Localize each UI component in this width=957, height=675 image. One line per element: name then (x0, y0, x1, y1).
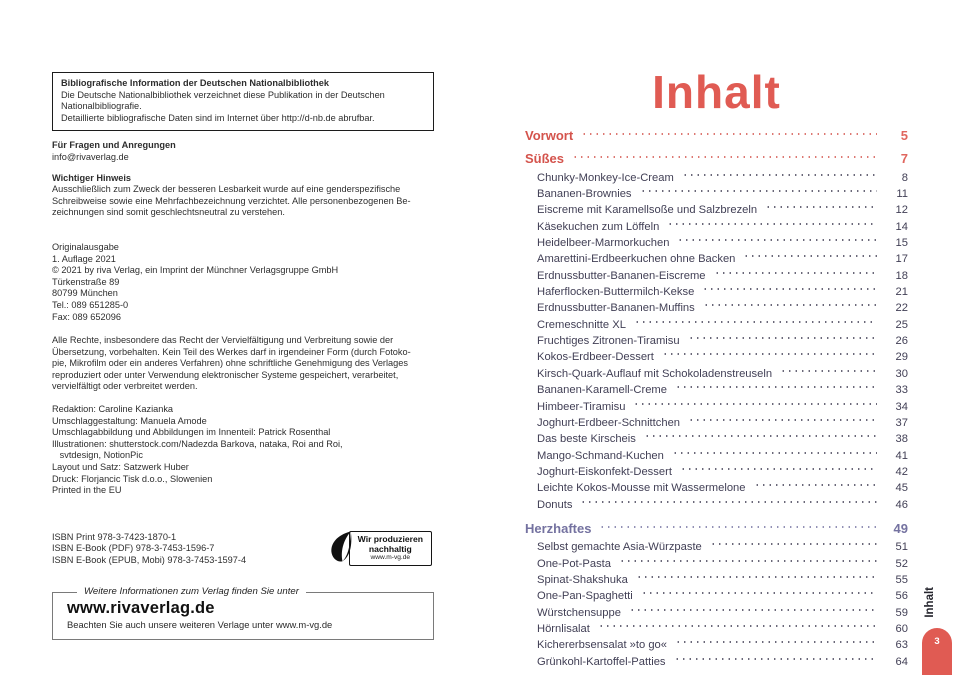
toc-entry-row (525, 218, 908, 234)
rights-paragraph (52, 335, 434, 393)
toc-entry-row-label: Kokos-Erdbeer-Dessert (537, 351, 654, 364)
toc-page-number: 18 (895, 269, 908, 282)
text-line: svtdesign, NotionPic (52, 450, 143, 461)
dot-leader (629, 604, 877, 616)
text-line: 1. Auflage 2021 (52, 253, 116, 264)
toc-entry-row (525, 299, 908, 315)
toc-entry-row-label: Bananen-Brownies (537, 188, 632, 201)
dot-leader (598, 620, 877, 632)
toc-entry-row (525, 267, 908, 283)
text-line: Die Deutsche Nationalbibliothek verzeichnet diese Publikation in der Deutschen (61, 89, 385, 100)
text-line: Layout und Satz: Satzwerk Huber (52, 462, 189, 473)
toc-page-number: 46 (895, 498, 908, 511)
toc-entry-row-label: Fruchtiges Zitronen-Tiramisu (537, 335, 680, 348)
dot-leader (780, 365, 877, 377)
notice-block (52, 173, 434, 219)
dot-leader (714, 267, 877, 279)
toc-section-row-label: Herzhaftes (525, 520, 592, 536)
toc-entry-row-label: Joghurt-Erdbeer-Schnittchen (537, 416, 681, 429)
dot-leader (599, 521, 877, 533)
dot-leader (674, 653, 877, 665)
dot-leader (682, 169, 877, 181)
dot-leader (675, 381, 877, 393)
toc-section-row (525, 151, 908, 165)
text-line: Tel.: 089 651285-0 (52, 299, 129, 310)
text-line: ISBN Print 978-3-7423-1870-1 (52, 531, 177, 542)
toc-entry-row (525, 571, 908, 587)
toc-entry-row (525, 653, 908, 669)
notice-heading: Wichtiger Hinweis (52, 172, 132, 183)
toc-entry-row (525, 414, 908, 430)
text-line: Umschlaggestaltung: Manuela Amode (52, 415, 207, 426)
dot-leader (641, 587, 877, 599)
toc-page-number: 52 (895, 557, 908, 570)
dot-leader (634, 316, 877, 328)
toc-entry-row-label: Würstchensuppe (537, 606, 621, 619)
dnb-info-text (61, 90, 425, 125)
toc-entry-row (525, 496, 908, 512)
dot-leader (581, 128, 877, 140)
toc-entry-row-label: Cremeschnitte XL (537, 318, 626, 331)
dnb-info-title: Bibliografische Information der Deutschen Nationalbibliothek (61, 78, 329, 88)
toc-page-number: 5 (900, 128, 908, 143)
toc-page-number: 11 (896, 188, 908, 201)
toc-section-row (525, 521, 908, 535)
dot-leader (703, 299, 877, 311)
toc-entry-row (525, 332, 908, 348)
toc-entry-row-label: One-Pot-Pasta (537, 557, 611, 570)
toc-page-number: 7 (900, 151, 908, 167)
website-box (52, 586, 434, 639)
dot-leader (702, 283, 877, 295)
contact-block (52, 140, 434, 163)
toc-entry-row-label: Erdnussbutter-Bananen-Muffins (537, 302, 695, 315)
dot-leader (662, 348, 877, 360)
credits-block (52, 404, 434, 497)
toc-page-number: 25 (895, 318, 908, 331)
text-line: 80799 München (52, 288, 118, 299)
text-line: Alle Rechte, insbesondere das Recht der Vervielfältigung und Verbreitung sowie der (52, 335, 394, 346)
toc-entry-row (525, 620, 908, 636)
text-line: vervielfältigt oder verbreitet werden. (52, 381, 198, 392)
dot-leader (672, 447, 877, 459)
toc-page-number: 26 (895, 335, 908, 348)
toc-entry-row (525, 479, 908, 495)
toc-entry-row (525, 430, 908, 446)
toc-page-number: 21 (895, 286, 908, 299)
dot-leader (580, 496, 877, 508)
text-line: pie, Mikrofilm oder ein anderes Verfahren) ohne schriftliche Genehmigung des Verlages (52, 358, 408, 369)
toc-entry-row (525, 538, 908, 554)
toc-entry-row (525, 365, 908, 381)
toc-entry-row (525, 316, 908, 332)
toc-entry-row-label: Amarettini-Erdbeerkuchen ohne Backen (537, 253, 736, 266)
eco-badge-line2: nachhaltig (368, 543, 412, 554)
toc-entry-row (525, 169, 908, 185)
toc-page-number: 17 (895, 253, 908, 266)
toc-page-number: 63 (895, 639, 908, 652)
toc-page-number: 29 (895, 351, 908, 364)
toc-entry-row-label: Chunky-Monkey-Ice-Cream (537, 171, 674, 184)
toc-entry-row (525, 250, 908, 266)
dot-leader (765, 201, 877, 213)
toc-entry-row (525, 555, 908, 571)
text-line: Detaillierte bibliografische Daten sind im Internet über http://d-nb.de abrufbar. (61, 112, 375, 123)
toc-entry-row-label: Käsekuchen zum Löffeln (537, 220, 660, 233)
toc-entry-row (525, 185, 908, 201)
toc-entry-row (525, 234, 908, 250)
toc-page-number: 55 (895, 573, 908, 586)
toc-page-number: 51 (895, 541, 908, 554)
text-line: ISBN E-Book (EPUB, Mobi) 978-3-7453-1597-4 (52, 554, 247, 565)
toc-page-number: 56 (895, 590, 908, 603)
toc-entry-row-label: Hörnlisalat (537, 622, 590, 635)
dot-leader (619, 555, 877, 567)
toc-entry-row-label: Himbeer-Tiramisu (537, 400, 626, 413)
toc-page-number: 33 (895, 384, 908, 397)
text-line: reproduziert oder unter Verwendung elektronischer Systeme gespeichert, verarbeitet, (52, 369, 399, 380)
text-line: zeichnungen sind somit geschlechtsneutral zu verstehen. (52, 207, 285, 218)
toc-entry-row-label: Donuts (537, 498, 573, 511)
toc-entry-row-label: Heidelbeer-Marmorkuchen (537, 237, 670, 250)
toc-page-number: 37 (895, 416, 908, 429)
publisher-address (52, 242, 434, 323)
toc-page-number: 8 (901, 171, 908, 184)
text-line: Fax: 089 652096 (52, 311, 121, 322)
website-tagline: Weitere Informationen zum Verlag finden Sie unter (77, 586, 306, 598)
text-line: ISBN E-Book (PDF) 978-3-7453-1596-7 (52, 543, 215, 554)
toc-page-number: 12 (895, 204, 908, 217)
toc-list (525, 128, 908, 669)
toc-entry-row-label: Selbst gemachte Asia-Würzpaste (537, 541, 702, 554)
isbn-block (52, 532, 246, 567)
toc-page-number: 22 (895, 302, 908, 315)
toc-page-number: 42 (895, 465, 908, 478)
dot-leader (640, 185, 877, 197)
eco-badge (328, 530, 432, 567)
dot-leader (680, 463, 877, 475)
dnb-info-box (52, 72, 434, 131)
toc-section-row (525, 128, 908, 142)
toc-page-number: 15 (895, 237, 908, 250)
toc-page (525, 66, 908, 669)
text-line: Türkenstraße 89 (52, 276, 120, 287)
toc-page-number: 34 (895, 400, 908, 413)
chapter-side-label: Inhalt (924, 587, 936, 618)
toc-entry-row (525, 381, 908, 397)
toc-entry-row-label: One-Pan-Spaghetti (537, 590, 633, 603)
toc-page-number: 64 (895, 655, 908, 668)
toc-entry-row (525, 447, 908, 463)
toc-entry-row-label: Das beste Kirscheis (537, 433, 636, 446)
toc-page-number: 41 (895, 449, 908, 462)
toc-page-number: 49 (893, 520, 908, 536)
website-url: www.rivaverlag.de (67, 599, 215, 618)
toc-entry-row (525, 587, 908, 603)
text-line: Redaktion: Caroline Kazianka (52, 404, 174, 415)
text-line: Umschlagabbildung und Abbildungen im Innenteil: Patrick Rosenthal (52, 427, 331, 438)
text-line: Druck: Florjancic Tisk d.o.o., Slowenien (52, 473, 213, 484)
text-line: Nationalbibliografie. (61, 101, 142, 112)
dot-leader (743, 250, 877, 262)
text-line: Schreibweise sowie eine Mehrfachbezeichnung verzichtet. Alle personenbezogenen Be- (52, 195, 411, 206)
contact-heading: Für Fragen und Anregungen (52, 140, 176, 151)
eco-badge-box (349, 531, 432, 566)
eco-badge-line1: Wir produzieren (357, 533, 423, 544)
toc-page-number: 60 (895, 622, 908, 635)
toc-entry-row-label: Kirsch-Quark-Auflauf mit Schokoladenstreuseln (537, 367, 773, 380)
dot-leader (688, 414, 877, 426)
dot-leader (688, 332, 877, 344)
toc-entry-row (525, 398, 908, 414)
toc-page-number: 38 (895, 433, 908, 446)
text-line: © 2021 by riva Verlag, ein Imprint der Münchner Verlagsgruppe GmbH (52, 265, 339, 276)
toc-entry-row (525, 283, 908, 299)
dot-leader (710, 538, 877, 550)
notice-text (52, 184, 434, 219)
toc-entry-row (525, 201, 908, 217)
dot-leader (633, 398, 877, 410)
toc-entry-row-label: Bananen-Karamell-Creme (537, 384, 667, 397)
website-note: Beachten Sie auch unsere weiteren Verlage unter www.m-vg.de (67, 619, 333, 630)
contact-email: info@rivaverlag.de (52, 151, 129, 162)
eco-badge-url: www.m-vg.de (370, 553, 411, 561)
toc-entry-row (525, 463, 908, 479)
toc-entry-row-label: Joghurt-Eiskonfekt-Dessert (537, 465, 672, 478)
toc-entry-row (525, 636, 908, 652)
page-title: Inhalt (652, 66, 781, 118)
leaf-icon (328, 530, 354, 567)
imprint-page (52, 72, 434, 640)
dot-leader (667, 218, 877, 230)
isbn-row (52, 530, 434, 567)
toc-section-row-label: Vorwort (525, 128, 574, 143)
toc-page-number: 45 (895, 482, 908, 495)
toc-page-number: 59 (895, 606, 908, 619)
toc-page-number: 30 (895, 367, 908, 380)
text-line: Originalausgabe (52, 241, 119, 252)
toc-section-row-label: Süßes (525, 151, 565, 167)
toc-page-number: 14 (895, 220, 908, 233)
toc-entry-row-label: Mango-Schmand-Kuchen (537, 449, 664, 462)
toc-entry-row-label: Erdnussbutter-Bananen-Eiscreme (537, 269, 706, 282)
text-line: Ausschließlich zum Zweck der besseren Lesbarkeit wurde auf eine genderspezifische (52, 184, 401, 195)
page-number-tab (922, 628, 952, 675)
dot-leader (644, 430, 877, 442)
dot-leader (636, 571, 877, 583)
text-line: Übersetzung, vorbehalten. Kein Teil des Werkes darf in irgendeiner Form (durch Fotoko- (52, 346, 411, 357)
dot-leader (677, 234, 877, 246)
toc-entry-row-label: Leichte Kokos-Mousse mit Wassermelone (537, 482, 746, 495)
toc-entry-row-label: Spinat-Shakshuka (537, 573, 628, 586)
toc-entry-row-label: Eiscreme mit Karamellsoße und Salzbrezeln (537, 204, 758, 217)
text-line: Printed in the EU (52, 485, 122, 496)
toc-entry-row (525, 348, 908, 364)
toc-entry-row-label: Grünkohl-Kartoffel-Patties (537, 655, 666, 668)
dot-leader (754, 479, 878, 491)
dot-leader (675, 636, 877, 648)
page-number: 3 (934, 636, 940, 647)
text-line: Illustrationen: shutterstock.com/Nadezda Barkova, nataka, Roi and Roi, (52, 438, 343, 449)
toc-entry-row-label: Kichererbsensalat »to go« (537, 639, 667, 652)
toc-entry-row (525, 604, 908, 620)
toc-entry-row-label: Haferflocken-Buttermilch-Kekse (537, 286, 695, 299)
dot-leader (572, 151, 877, 163)
